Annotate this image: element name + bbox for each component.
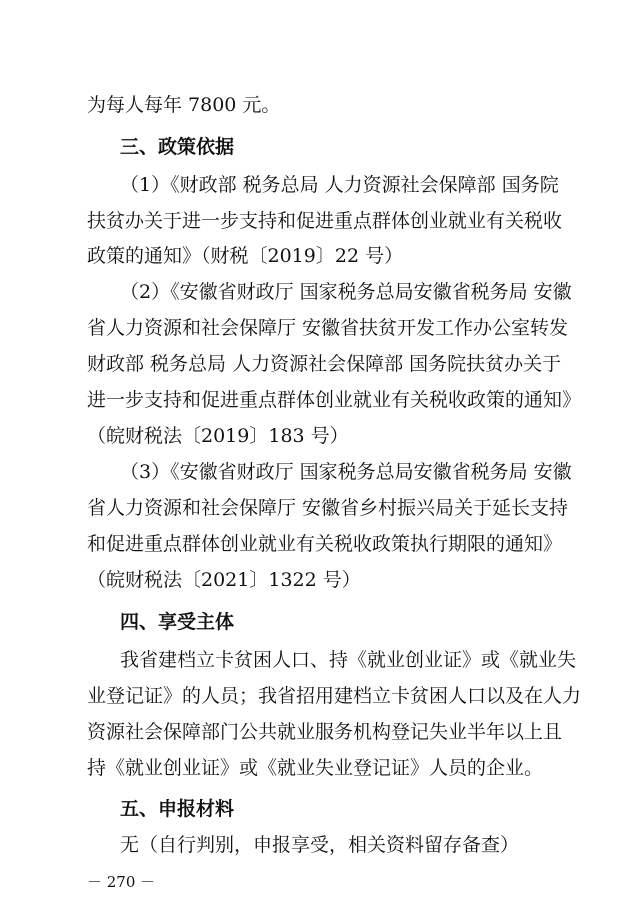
section-heading-policy-basis: 三、政策依据 [120, 136, 235, 158]
policy-item-3-line-3: 和促进重点群体创业就业有关税收政策执行期限的通知》 [87, 533, 563, 555]
policy-item-2-line-5: （皖财税法〔2019〕183 号） [87, 425, 349, 447]
policy-item-1-line-2: 扶贫办关于进一步支持和促进重点群体创业就业有关税收 [87, 210, 563, 232]
policy-item-3-line-2: 省人力资源和社会保障厅 安徽省乡村振兴局关于延长支持 [87, 497, 569, 519]
policy-item-1-line-3: 政策的通知》（财税〔2019〕22 号） [87, 245, 404, 267]
policy-item-1-line-1: （1）《财政部 税务总局 人力资源社会保障部 国务院 [120, 174, 559, 196]
section-heading-beneficiaries: 四、享受主体 [120, 611, 235, 633]
intro-line: 为每人每年 7800 元。 [87, 94, 281, 116]
application-materials-line-1: 无（自行判别，申报享受，相关资料留存备查） [120, 834, 520, 856]
policy-item-2-line-3: 财政部 税务总局 人力资源社会保障部 国务院扶贫办关于 [87, 353, 562, 375]
policy-item-2-line-2: 省人力资源和社会保障厅 安徽省扶贫开发工作办公室转发 [87, 317, 569, 339]
policy-item-2-line-4: 进一步支持和促进重点群体创业就业有关税收政策的通知》 [87, 389, 582, 411]
policy-item-3-line-4: （皖财税法〔2021〕1322 号） [87, 569, 361, 591]
policy-item-2-line-1: （2）《安徽省财政厅 国家税务总局安徽省税务局 安徽 [120, 281, 572, 303]
beneficiaries-line-3: 资源社会保障部门公共就业服务机构登记失业半年以上且 [87, 721, 563, 743]
policy-item-3-line-1: （3）《安徽省财政厅 国家税务总局安徽省税务局 安徽 [120, 461, 572, 483]
beneficiaries-line-1: 我省建档立卡贫困人口、持《就业创业证》或《就业失 [120, 649, 577, 671]
beneficiaries-line-4: 持《就业创业证》或《就业失业登记证》人员的企业。 [87, 757, 544, 779]
beneficiaries-line-2: 业登记证》的人员；我省招用建档立卡贫困人口以及在人力 [87, 685, 582, 707]
page-number: － 270 － [87, 873, 156, 891]
section-heading-application-materials: 五、申报材料 [120, 798, 235, 820]
